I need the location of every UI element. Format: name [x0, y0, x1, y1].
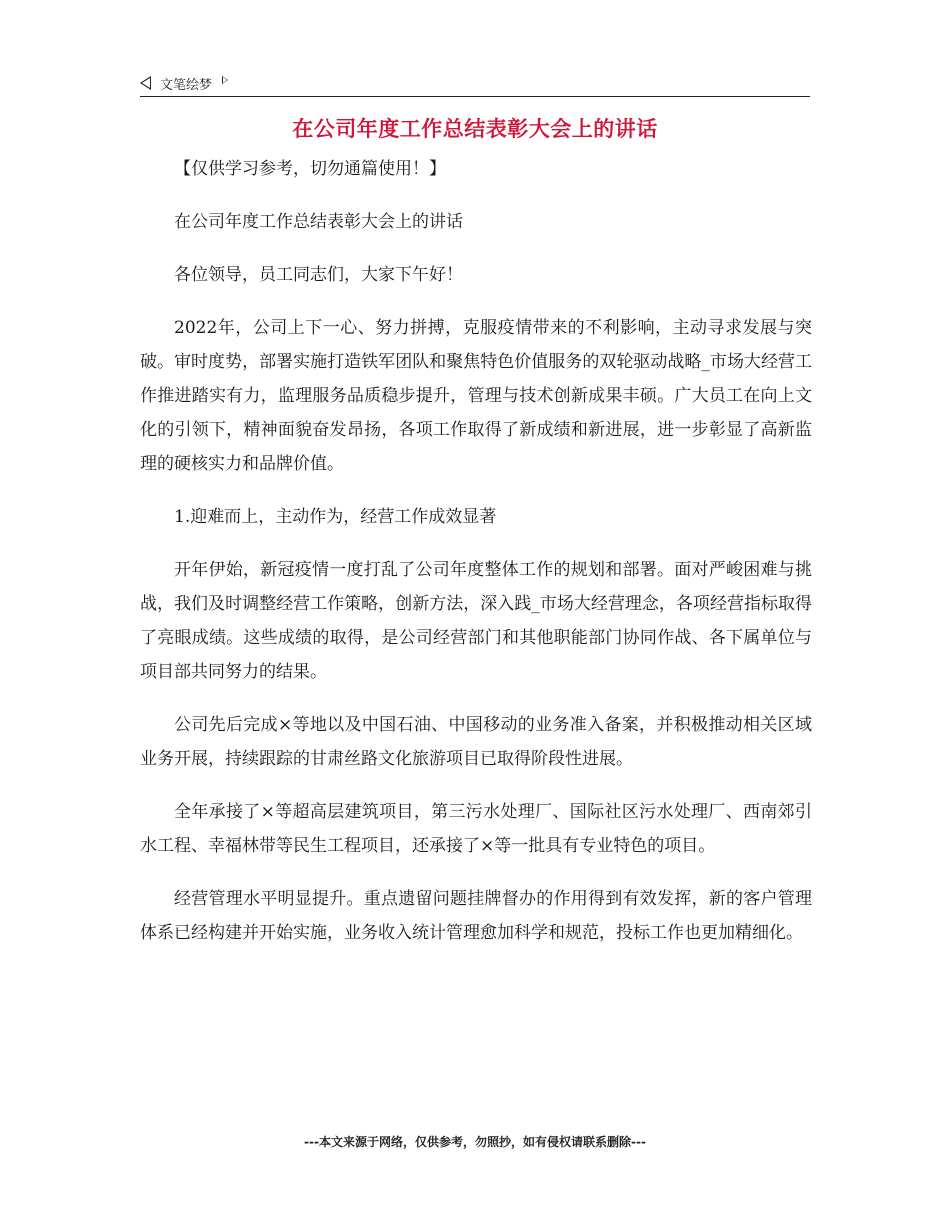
header-brand: 文笔绘梦	[160, 77, 213, 93]
paragraph: 经营管理水平明显提升。重点遗留问题挂牌督办的作用得到有效发挥，新的客户管理体系已经构建并开始实施，业务收入统计管理愈加科学和规范，投标工作也更加精细化。	[140, 889, 812, 943]
document-title: 在公司年度工作总结表彰大会上的讲话	[292, 117, 658, 141]
paragraph: 公司先后完成×等地以及中国石油、中国移动的业务准入备案，并积极推动相关区域业务开展，持续跟踪的甘肃丝路文化旅游项目已取得阶段性进展。	[140, 715, 812, 769]
document-body	[140, 152, 812, 969]
paragraph-subtitle: 在公司年度工作总结表彰大会上的讲话	[174, 212, 463, 232]
paragraph-greeting: 各位领导，员工同志们，大家下午好！	[174, 265, 463, 285]
page-header	[140, 70, 810, 97]
paragraph-disclaimer: 【仅供学习参考，切勿通篇使用！】	[174, 159, 446, 179]
page-footer: ---本文来源于网络，仅供参考，勿照抄，如有侵权请联系删除---	[304, 1135, 646, 1149]
triangle-right-icon	[222, 76, 228, 84]
section-heading: 1.迎难而上，主动作为，经营工作成效显著	[174, 507, 497, 527]
paragraph: 2022年，公司上下一心、努力拼搏，克服疫情带来的不利影响，主动寻求发展与突破。审时度势，部署实施打造铁军团队和聚焦特色价值服务的双轮驱动战略_市场大经营工作推进踏实有力，监理服务品质稳步提升，管理与技术创新成果丰硕。广大员工在向上文化的引领下，精神面貌奋发昂扬，各项工作取得了新成绩和新进展，进一步彰显了高新监理的硬核实力和品牌价值。	[140, 318, 812, 474]
paragraph: 开年伊始，新冠疫情一度打乱了公司年度整体工作的规划和部署。面对严峻困难与挑战，我们及时调整经营工作策略，创新方法，深入践_市场大经营理念，各项经营指标取得了亮眼成绩。这些成绩的取得，是公司经营部门和其他职能部门协同作战、各下属单位与项目部共同努力的结果。	[140, 560, 812, 682]
paragraph: 全年承接了×等超高层建筑项目，第三污水处理厂、国际社区污水处理厂、西南郊引水工程、幸福林带等民生工程项目，还承接了×等一批具有专业特色的项目。	[140, 802, 812, 856]
triangle-left-icon	[140, 76, 151, 90]
